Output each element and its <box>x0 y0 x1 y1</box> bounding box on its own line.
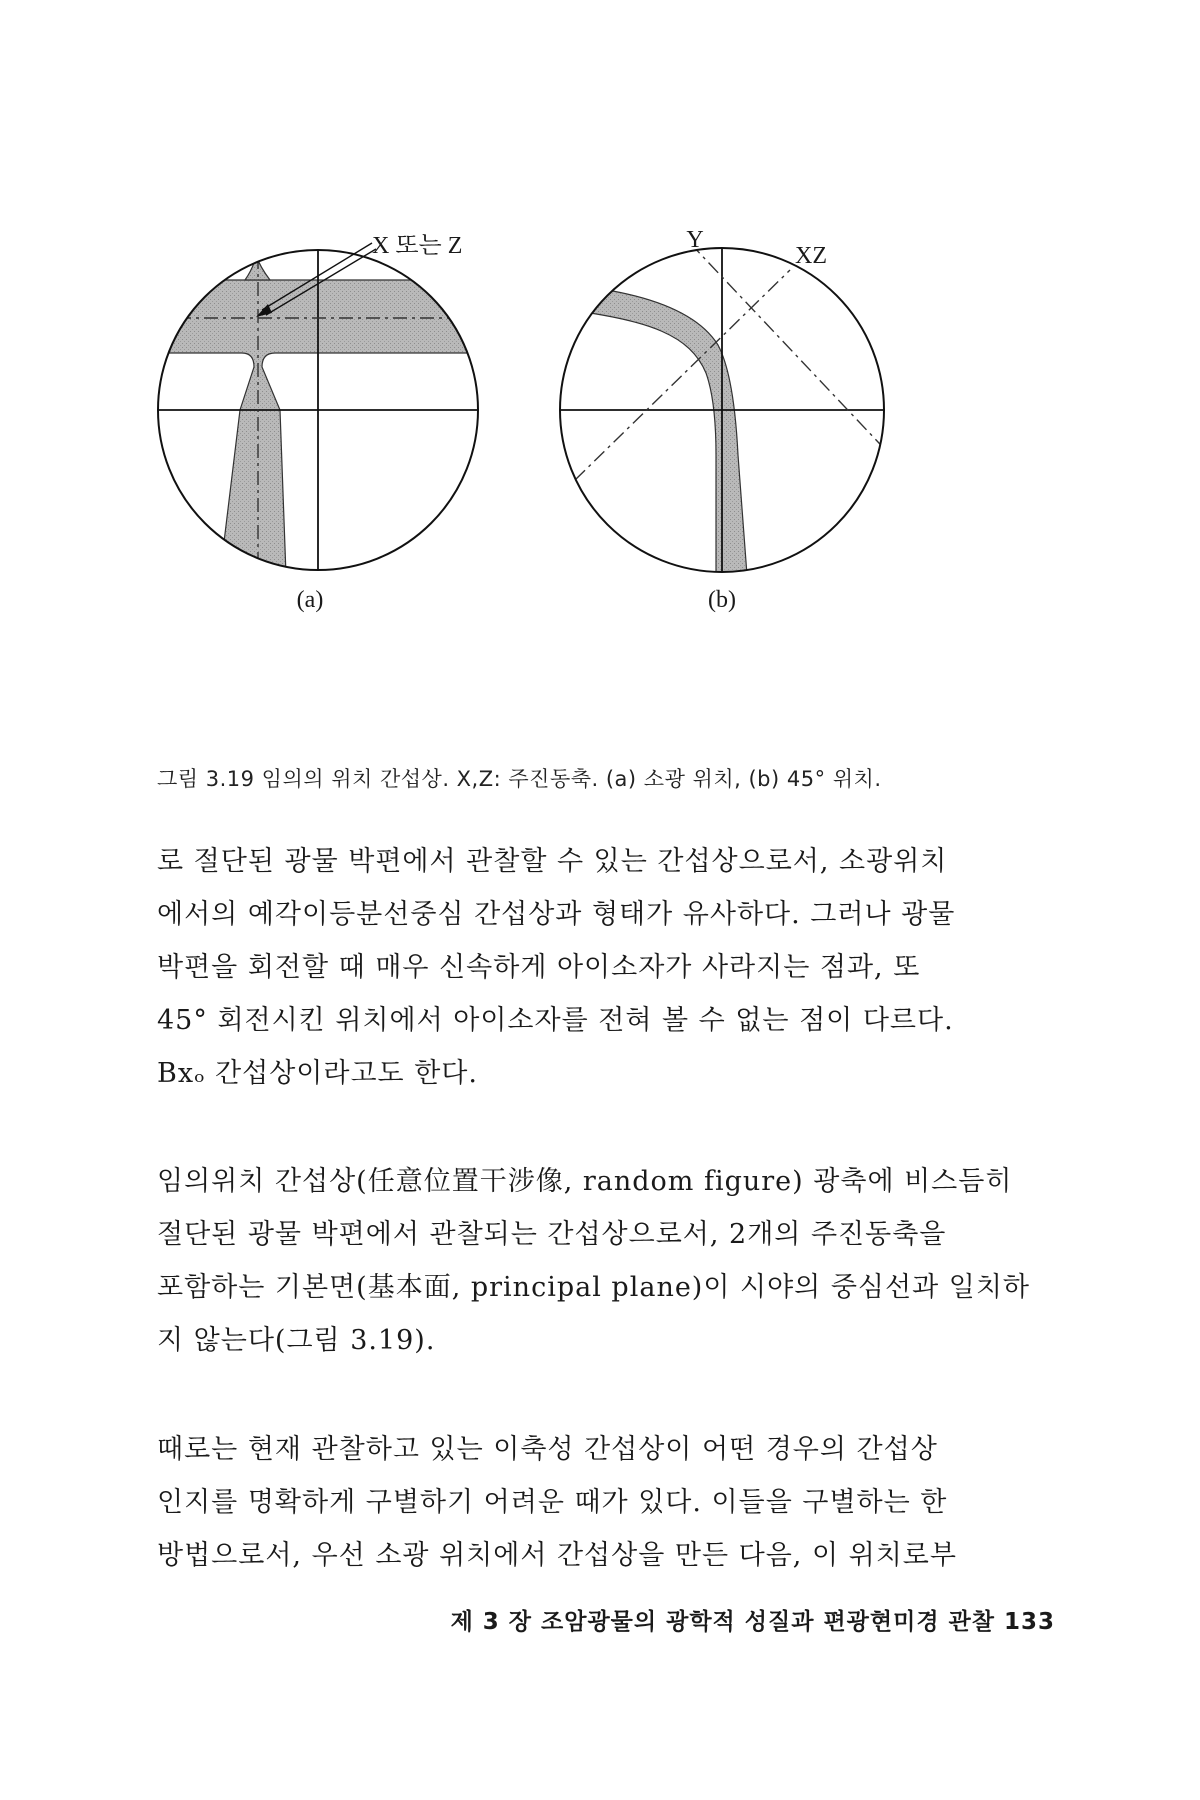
running-footer: 제 3 장 조암광물의 광학적 성질과 편광현미경 관찰 133 <box>450 1609 1055 1635</box>
paragraph-line: 때로는 현재 관찰하고 있는 이축성 간섭상이 어떤 경우의 간섭상 <box>157 1434 938 1465</box>
paragraph-line: 지 않는다(그림 3.19). <box>157 1325 436 1356</box>
figure-3-19 <box>150 227 1080 725</box>
paragraph-3 <box>157 1423 1037 1582</box>
panel-b-label: (b) <box>708 587 736 613</box>
paragraph-line: 로 절단된 광물 박편에서 관찰할 수 있는 간섭상으로서, 소광위치 <box>157 846 948 877</box>
figure-caption: 그림 3.19 임의의 위치 간섭상. X,Z: 주진동축. (a) 소광 위치, (b) 45° 위치. <box>157 767 882 791</box>
axis-label-xz: XZ <box>795 243 827 269</box>
paragraph-line: 에서의 예각이등분선중심 간섭상과 형태가 유사하다. 그러나 광물 <box>157 899 956 930</box>
paragraph-line: 인지를 명확하게 구별하기 어려운 때가 있다. 이들을 구별하는 한 <box>157 1487 948 1518</box>
panel-a <box>150 233 490 613</box>
paragraph-1 <box>157 835 1037 1100</box>
paragraph-line: 45° 회전시킨 위치에서 아이소자를 전혀 볼 수 없는 점이 다르다. <box>157 1005 954 1036</box>
panel-b <box>550 227 900 613</box>
paragraph-2 <box>157 1155 1037 1367</box>
paragraph-line: 절단된 광물 박편에서 관찰되는 간섭상으로서, 2개의 주진동축을 <box>157 1219 947 1250</box>
paragraph-line: 임의위치 간섭상(任意位置干涉像, random figure) 광축에 비스듬히 <box>157 1166 1013 1197</box>
isogyre-b <box>570 285 747 575</box>
paragraph-line: 포함하는 기본면(基本面, principal plane)이 시야의 중심선과 일치하 <box>157 1272 1030 1303</box>
axis-label-y: Y <box>686 227 704 253</box>
panel-a-label: (a) <box>296 587 324 613</box>
paragraph-line: 방법으로서, 우선 소광 위치에서 간섭상을 만든 다음, 이 위치로부 <box>157 1540 957 1571</box>
paragraph-line: 박편을 회전할 때 매우 신속하게 아이소자가 사라지는 점과, 또 <box>157 952 921 983</box>
axis-label-x-or-z: X 또는 Z <box>372 233 463 259</box>
paragraph-line: Bxₒ 간섭상이라고도 한다. <box>157 1058 478 1089</box>
